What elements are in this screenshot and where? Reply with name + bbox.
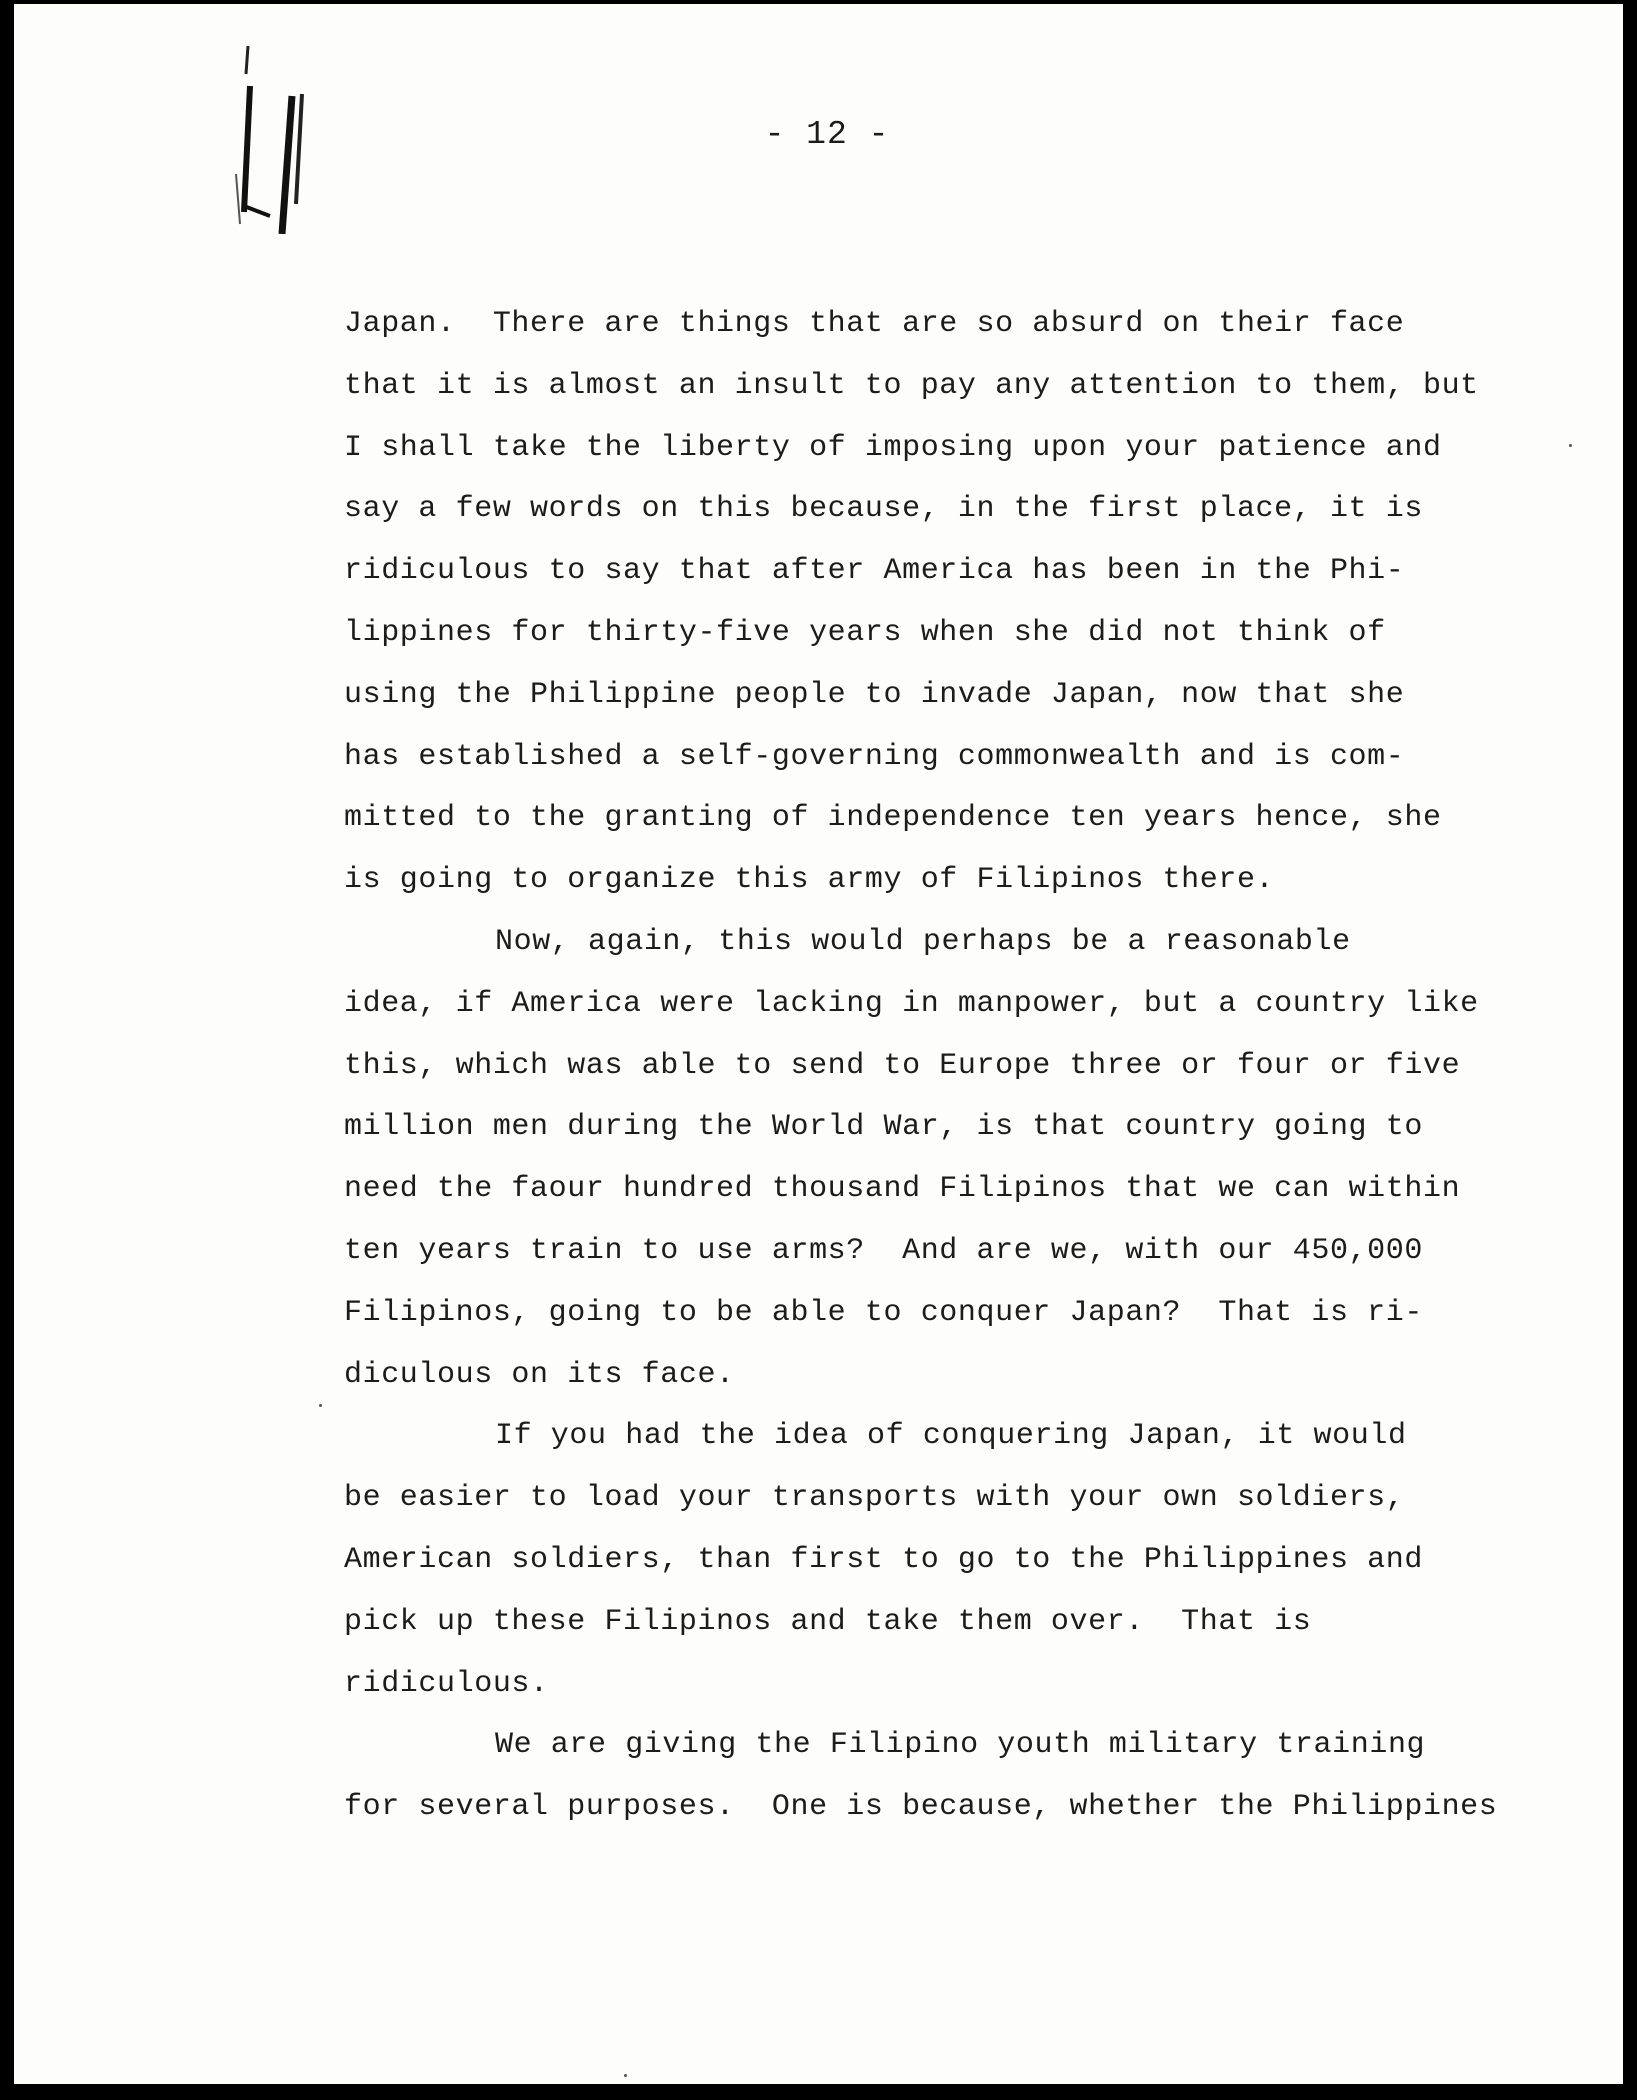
- text-line: Japan. There are things that are so absurd on their face: [344, 307, 1405, 341]
- text-line: mitted to the granting of independence ten years hence, she: [344, 801, 1442, 836]
- document-page: [14, 4, 1623, 2084]
- text-line: diculous on its face.: [344, 1357, 735, 1392]
- paper-speck: [1569, 444, 1572, 447]
- text-line: is going to organize this army of Filipinos there.: [344, 863, 1275, 898]
- text-line: lippines for thirty-five years when she did not think of: [344, 615, 1386, 650]
- text-line: for several purposes. One is because, whether the Philippines: [344, 1790, 1498, 1825]
- text-line: pick up these Filipinos and take them over. That is: [344, 1604, 1312, 1639]
- text-line: ridiculous to say that after America has been in the Phi-: [344, 554, 1405, 589]
- text-line: has established a self-governing commonwealth and is com-: [344, 739, 1405, 774]
- text-line: ridiculous.: [344, 1666, 549, 1701]
- text-line: Filipinos, going to be able to conquer Japan? That is ri-: [344, 1295, 1423, 1330]
- text-line: idea, if America were lacking in manpower, but a country like: [344, 986, 1479, 1021]
- page-number: - 12 -: [764, 116, 890, 153]
- text-line: million men during the World War, is that country going to: [344, 1110, 1423, 1145]
- text-line: be easier to load your transports with your own soldiers,: [344, 1481, 1405, 1516]
- text-line: this, which was able to send to Europe three or four or five: [344, 1048, 1461, 1083]
- text-line: say a few words on this because, in the first place, it is: [344, 492, 1423, 527]
- text-line: ten years train to use arms? And are we, with our 450,000: [344, 1233, 1423, 1268]
- body-text: [344, 294, 1534, 1839]
- text-line: need the faour hundred thousand Filipinos that we can within: [344, 1172, 1461, 1207]
- text-line: We are giving the Filipino youth military training: [495, 1728, 1426, 1763]
- text-line: American soldiers, than first to go to the Philippines and: [344, 1542, 1423, 1577]
- text-line: that it is almost an insult to pay any attention to them, but: [344, 368, 1479, 403]
- paper-speck: [319, 1404, 322, 1407]
- text-line: Now, again, this would perhaps be a reasonable: [495, 924, 1351, 959]
- paper-speck: [624, 2074, 627, 2077]
- text-line: I shall take the liberty of imposing upon your patience and: [344, 430, 1442, 465]
- text-line: using the Philippine people to invade Japan, now that she: [344, 677, 1405, 712]
- text-line: If you had the idea of conquering Japan, it would: [495, 1419, 1407, 1454]
